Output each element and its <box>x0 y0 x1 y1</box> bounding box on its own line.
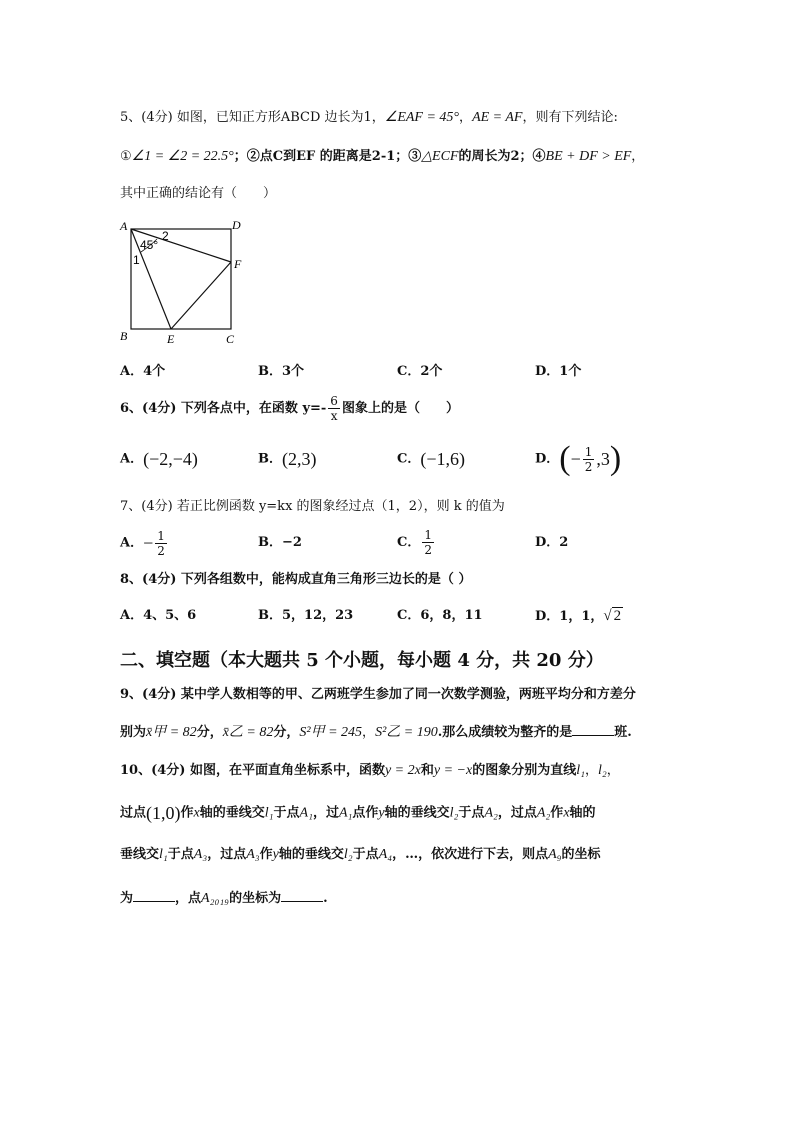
label-angle-1: 1 <box>133 253 140 267</box>
label-e: E <box>167 332 175 346</box>
q6-fraction: $\frac{6}{x}$ <box>330 394 338 423</box>
q8-option-a[interactable]: A．4、5、6 <box>120 608 197 623</box>
q9-answer-blank[interactable] <box>572 721 614 736</box>
q9-var-jia: S²甲 = 245 <box>299 725 363 740</box>
q6-option-d[interactable]: D．(− $\frac{1}{2}$ ,3) <box>535 440 622 477</box>
q5-conclusion-1: ∠1 = ∠2 = 22.5° <box>131 149 234 164</box>
q6-option-a[interactable]: A．(−2,−4) <box>120 449 198 469</box>
section-fill-in-blank-title: 二、填空题（本大题共 5 个小题，每小题 4 分，共 20 分） <box>120 650 604 671</box>
q5-stem: 5、(4分) 如图，已知正方形ABCD 边长为1， <box>120 110 385 125</box>
q7-option-a[interactable]: A．− $\frac{1}{2}$ <box>120 528 165 558</box>
q10-function-1: y = 2x <box>384 763 421 778</box>
q7-stem: 7、(4分) 若正比例函数 y=kx 的图象经过点（1，2），则 k 的值为 <box>120 499 505 514</box>
q6-stem: 6、(4分) 下列各点中，在函数 y=- <box>120 401 327 416</box>
q9-var-yi: S²乙 = 190 <box>375 725 438 740</box>
label-b: B <box>120 329 128 343</box>
q7-option-d[interactable]: D．2 <box>535 535 569 550</box>
q5-stem-line: 5、(4分) 如图，已知正方形ABCD 边长为1，∠EAF = 45°，AE = AF，则有下列结论: <box>120 110 618 125</box>
q10-line-2: 过点(1,0)作x轴的垂线交l₁于点A₁，过A₁点作y轴的垂线交l₂于点A₂，过点A₂作x轴的 <box>120 803 596 823</box>
q5-conclusion-4: BE + DF > EF <box>545 149 632 164</box>
q5-conclusion-3: △ECF <box>421 149 459 164</box>
q6-option-b[interactable]: B．(2,3) <box>258 449 317 469</box>
label-angle-2: 2 <box>162 229 169 243</box>
q6-option-c[interactable]: C．(−1,6) <box>397 449 465 469</box>
q5-cond-equal: AE = AF <box>472 110 523 125</box>
q5-option-d[interactable]: D．1个 <box>535 364 582 379</box>
label-c: C <box>226 332 235 346</box>
q5-square-figure <box>116 216 256 348</box>
q9-mean-jia: x̄甲 = 82 <box>146 725 197 740</box>
label-d: D <box>232 218 241 232</box>
q5-question: 其中正确的结论有（ ） <box>120 186 277 201</box>
segment-ef <box>171 262 231 329</box>
q5-option-c[interactable]: C．2个 <box>397 364 443 379</box>
q5-conclusion-2: ；②点C到EF 的距离是2-1；③ <box>233 149 422 164</box>
q7-option-b[interactable]: B．−2 <box>258 535 302 550</box>
q9-line-1: 9、(4分) 某中学人数相等的甲、乙两班学生参加了同一次数学测验，两班平均分和方差分 <box>120 687 636 702</box>
q10-line-4: 为 ，点A₂₀₁₉的坐标为 . <box>120 887 328 909</box>
q7-option-c[interactable]: C． $\frac{1}{2}$ <box>397 528 432 557</box>
q10-answer-blank-2[interactable] <box>281 887 323 902</box>
label-angle-45: 45° <box>140 238 159 252</box>
q5-conclusions-line: ①∠1 = ∠2 = 22.5°；②点C到EF 的距离是2-1；③△ECF的周长为2；④BE + DF > EF， <box>120 149 645 164</box>
q5-option-b[interactable]: B．3个 <box>258 364 305 379</box>
q8-option-d[interactable]: D．1，1，√ 2 <box>535 608 622 624</box>
label-f: F <box>234 257 242 271</box>
q10-answer-blank-1[interactable] <box>133 887 175 902</box>
q9-mean-yi: x̄乙 = 82 <box>222 725 274 740</box>
q10-line-1: 10、(4分) 如图，在平面直角坐标系中，函数y = 2x和y = −x的图象分别为直线l₁，l₂， <box>120 763 620 778</box>
label-a: A <box>120 219 128 233</box>
q8-stem: 8、(4分) 下列各组数中，能构成直角三角形三边长的是（ ） <box>120 572 472 587</box>
q8-option-c[interactable]: C．6，8，11 <box>397 608 483 623</box>
q5-option-a[interactable]: A．4个 <box>120 364 166 379</box>
q8-option-b[interactable]: B．5，12，23 <box>258 608 354 623</box>
q10-function-2: y = −x <box>433 763 473 778</box>
q5-cond-angle: ∠EAF = 45° <box>384 110 460 125</box>
q9-line-2: 别为x̄甲 = 82分，x̄乙 = 82分，S²甲 = 245，S²乙 = 190.那么成绩较为整齐的是 班. <box>120 721 632 743</box>
q10-line-3: 垂线交l₁于点A₃，过点A₃作y轴的垂线交l₂于点A₄，…，依次进行下去，则点A₉的坐标 <box>120 847 601 862</box>
q6-stem-line: 6、(4分) 下列各点中，在函数 y=- $\frac{6}{x}$ 图象上的是（ ） <box>120 394 459 423</box>
sqrt-symbol: √ 2 <box>603 608 622 624</box>
